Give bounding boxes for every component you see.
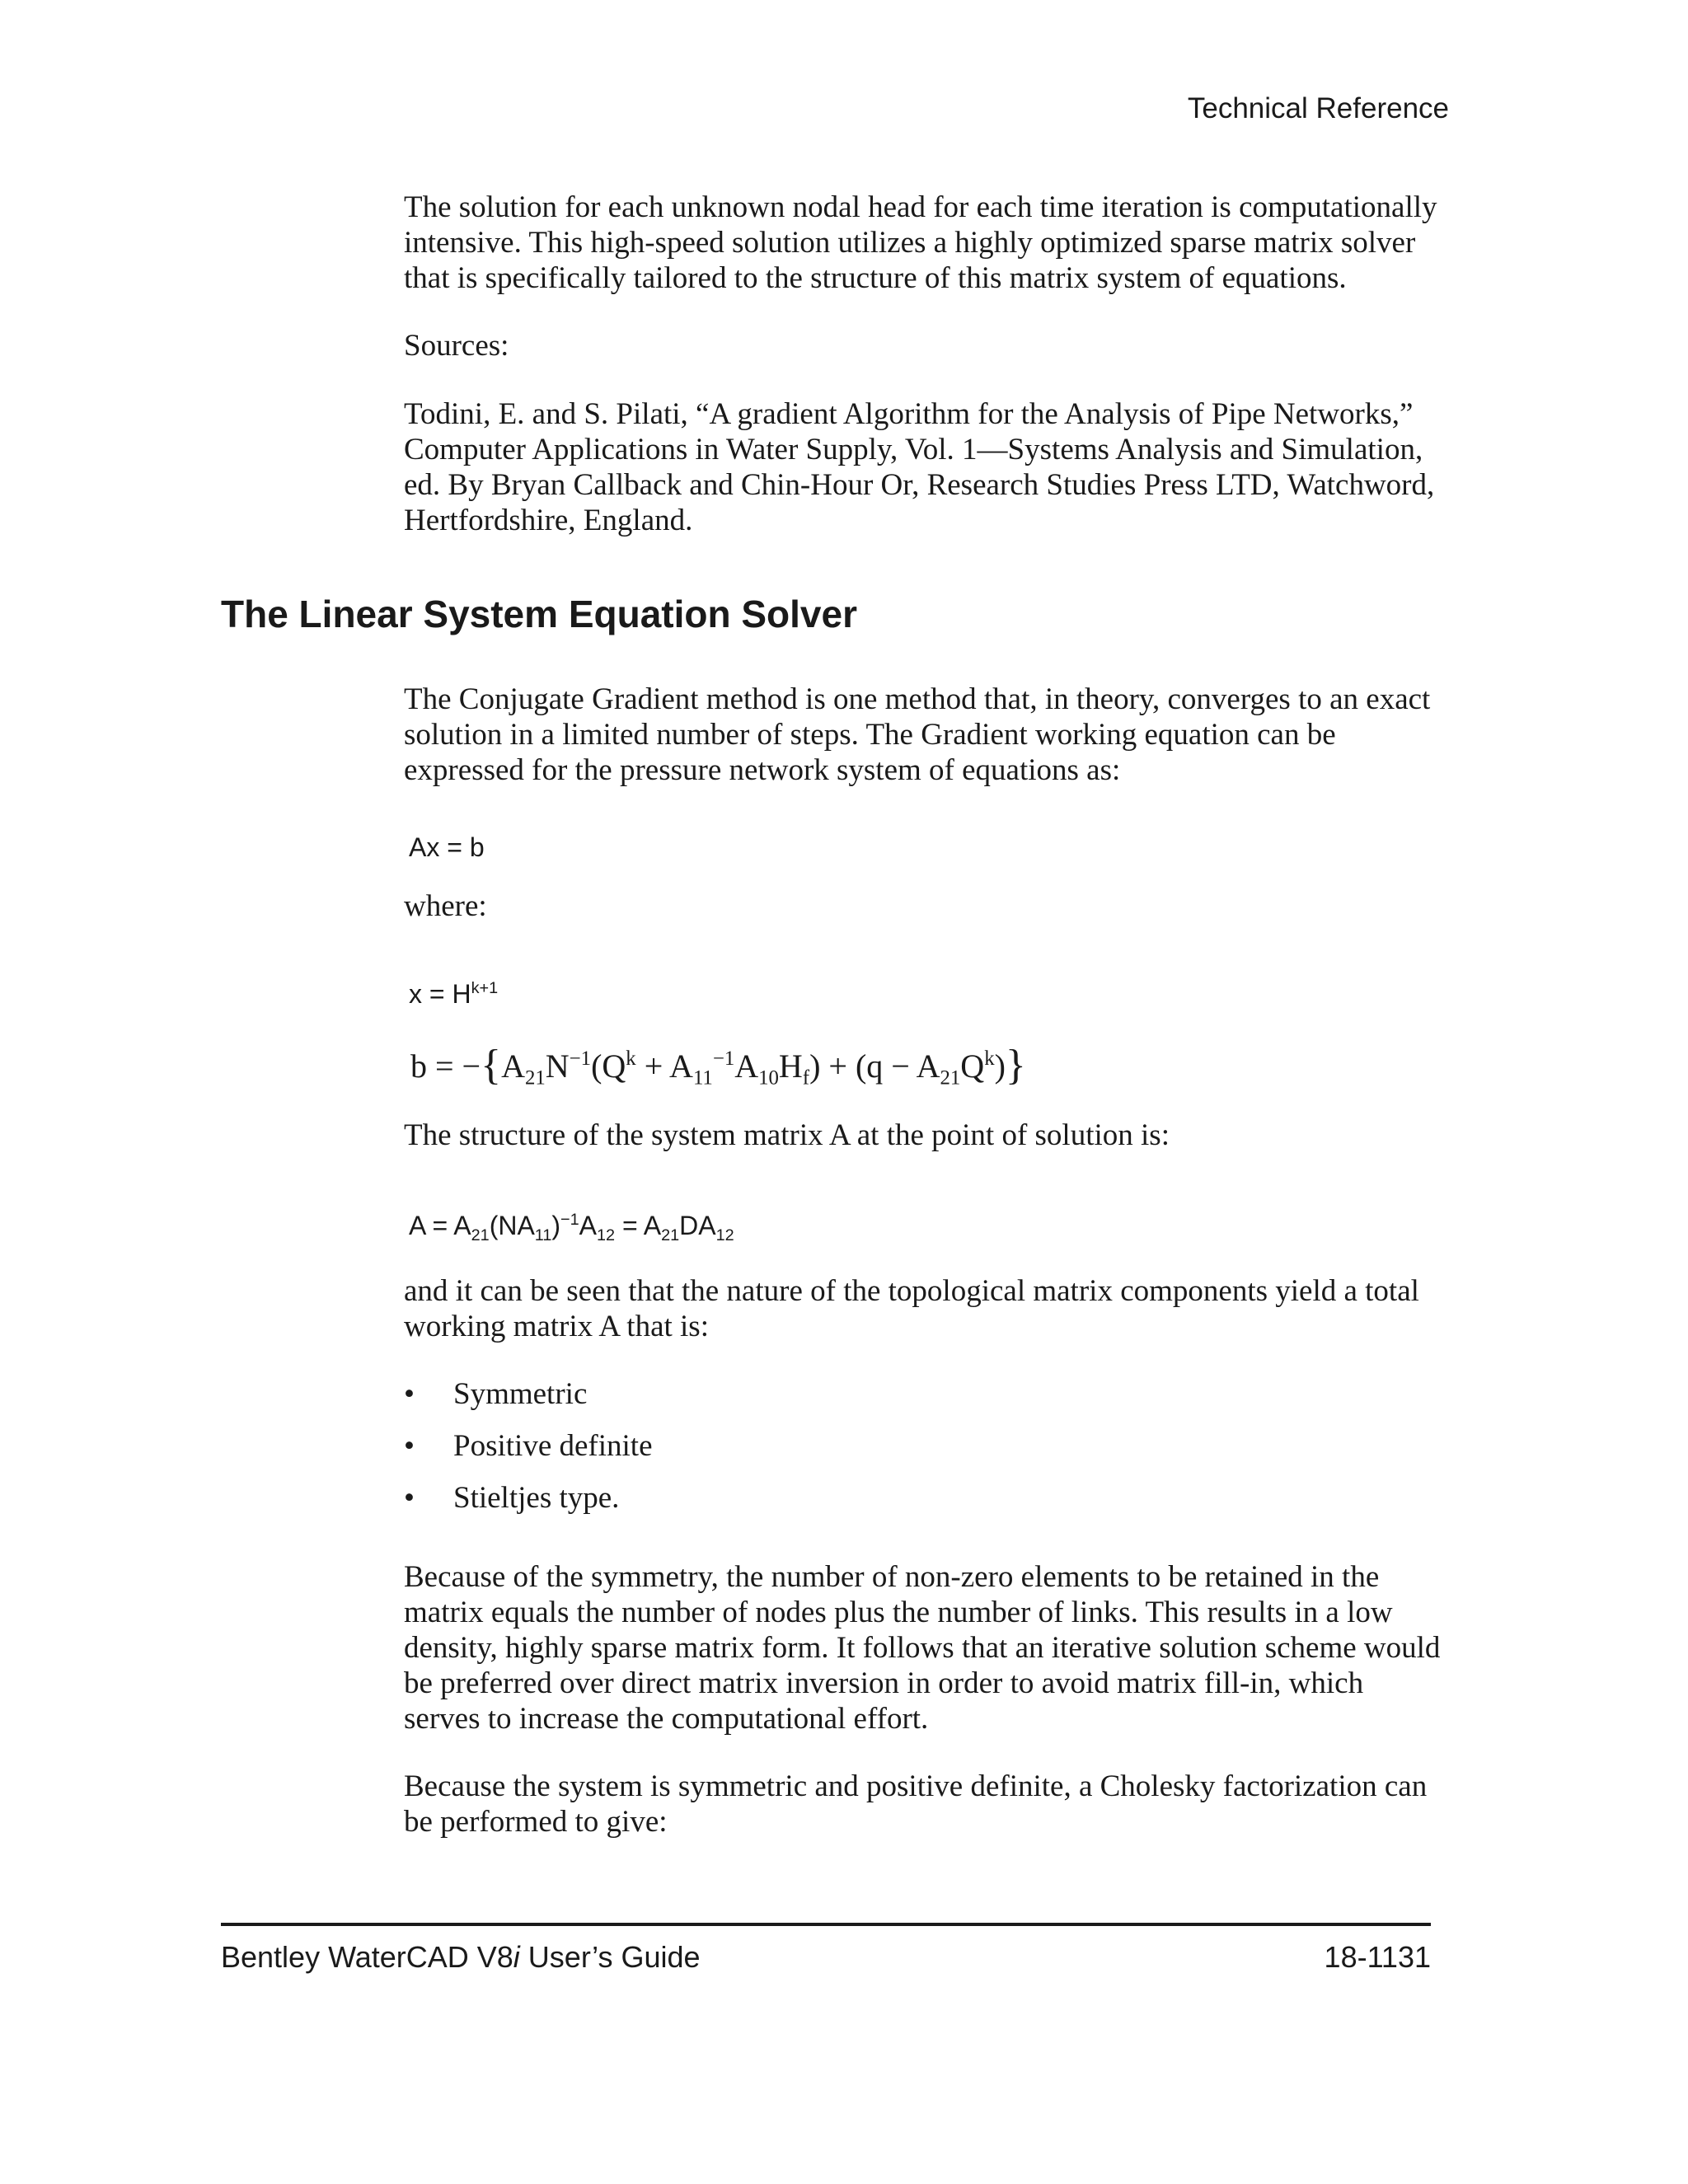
where-label: where:: [404, 889, 487, 923]
sources-label: Sources:: [404, 329, 509, 363]
equation-x-definition: $x = H^{k+1}$: [409, 979, 499, 1009]
equation-matrix-a-structure: $A = A_{21}(NA_{11})^{-1}A_{12} = A_{21}DA_{12}$: [409, 1211, 734, 1244]
bullet-icon: •: [404, 1377, 415, 1411]
footer-guide-title: Bentley WaterCAD V8i User’s Guide: [221, 1940, 701, 1974]
equation-b-definition: $b = -\{A_{21}N^{-1}(Q^k + A_{11}^{-1}A_{10}H_f) + (q - A_{21}Q^k)\}$: [410, 1042, 1026, 1090]
section-heading: The Linear System Equation Solver: [221, 593, 857, 635]
structure-paragraph: The structure of the system matrix A at the point of solution is:: [404, 1118, 1170, 1152]
intro-paragraph: The solution for each unknown nodal head for each time iteration is computationally intensive. This high-speed solution utilizes a highly optimized sparse matrix solver that is specifically tailored to the structure of this matrix system of equations.: [404, 190, 1437, 295]
footer-rule: [221, 1923, 1431, 1926]
running-header: Technical Reference: [1187, 92, 1449, 124]
bullet-icon: •: [404, 1429, 415, 1463]
conjugate-gradient-paragraph: The Conjugate Gradient method is one method that, in theory, converges to an exact solution in a limited number of steps. The Gradient working equation can be expressed for the pressure network system of equations as:: [404, 682, 1431, 787]
nature-paragraph: and it can be seen that the nature of the topological matrix components yield a total working matrix A that is:: [404, 1274, 1419, 1343]
cholesky-paragraph: Because the system is symmetric and positive definite, a Cholesky factorization can be performed to give:: [404, 1769, 1428, 1839]
list-item: • Symmetric: [404, 1377, 588, 1411]
list-item: • Positive definite: [404, 1429, 653, 1463]
bullet-icon: •: [404, 1481, 415, 1515]
list-item: • Stieltjes type.: [404, 1481, 620, 1515]
source-citation: Todini, E. and S. Pilati, “A gradient Algorithm for the Analysis of Pipe Networks,” Computer Applications in Water Supply, Vol. 1—Systems Analysis and Simulation, ed. By Bryan Callback and Chin-Hour Or, Research Studies Press LTD, Watchword, Hertfordshire, England.: [404, 397, 1435, 537]
equation-ax-equals-b: Ax = b: [409, 832, 485, 862]
symmetry-paragraph: Because of the symmetry, the number of non-zero elements to be retained in the matrix equals the number of nodes plus the number of links. This results in a low density, highly sparse matrix form. It follows that an iterative solution scheme would be preferred over direct matrix inversion in order to avoid matrix fill-in, which serves to increase the computational effort.: [404, 1560, 1441, 1736]
page-number: 18-1131: [1324, 1940, 1431, 1974]
